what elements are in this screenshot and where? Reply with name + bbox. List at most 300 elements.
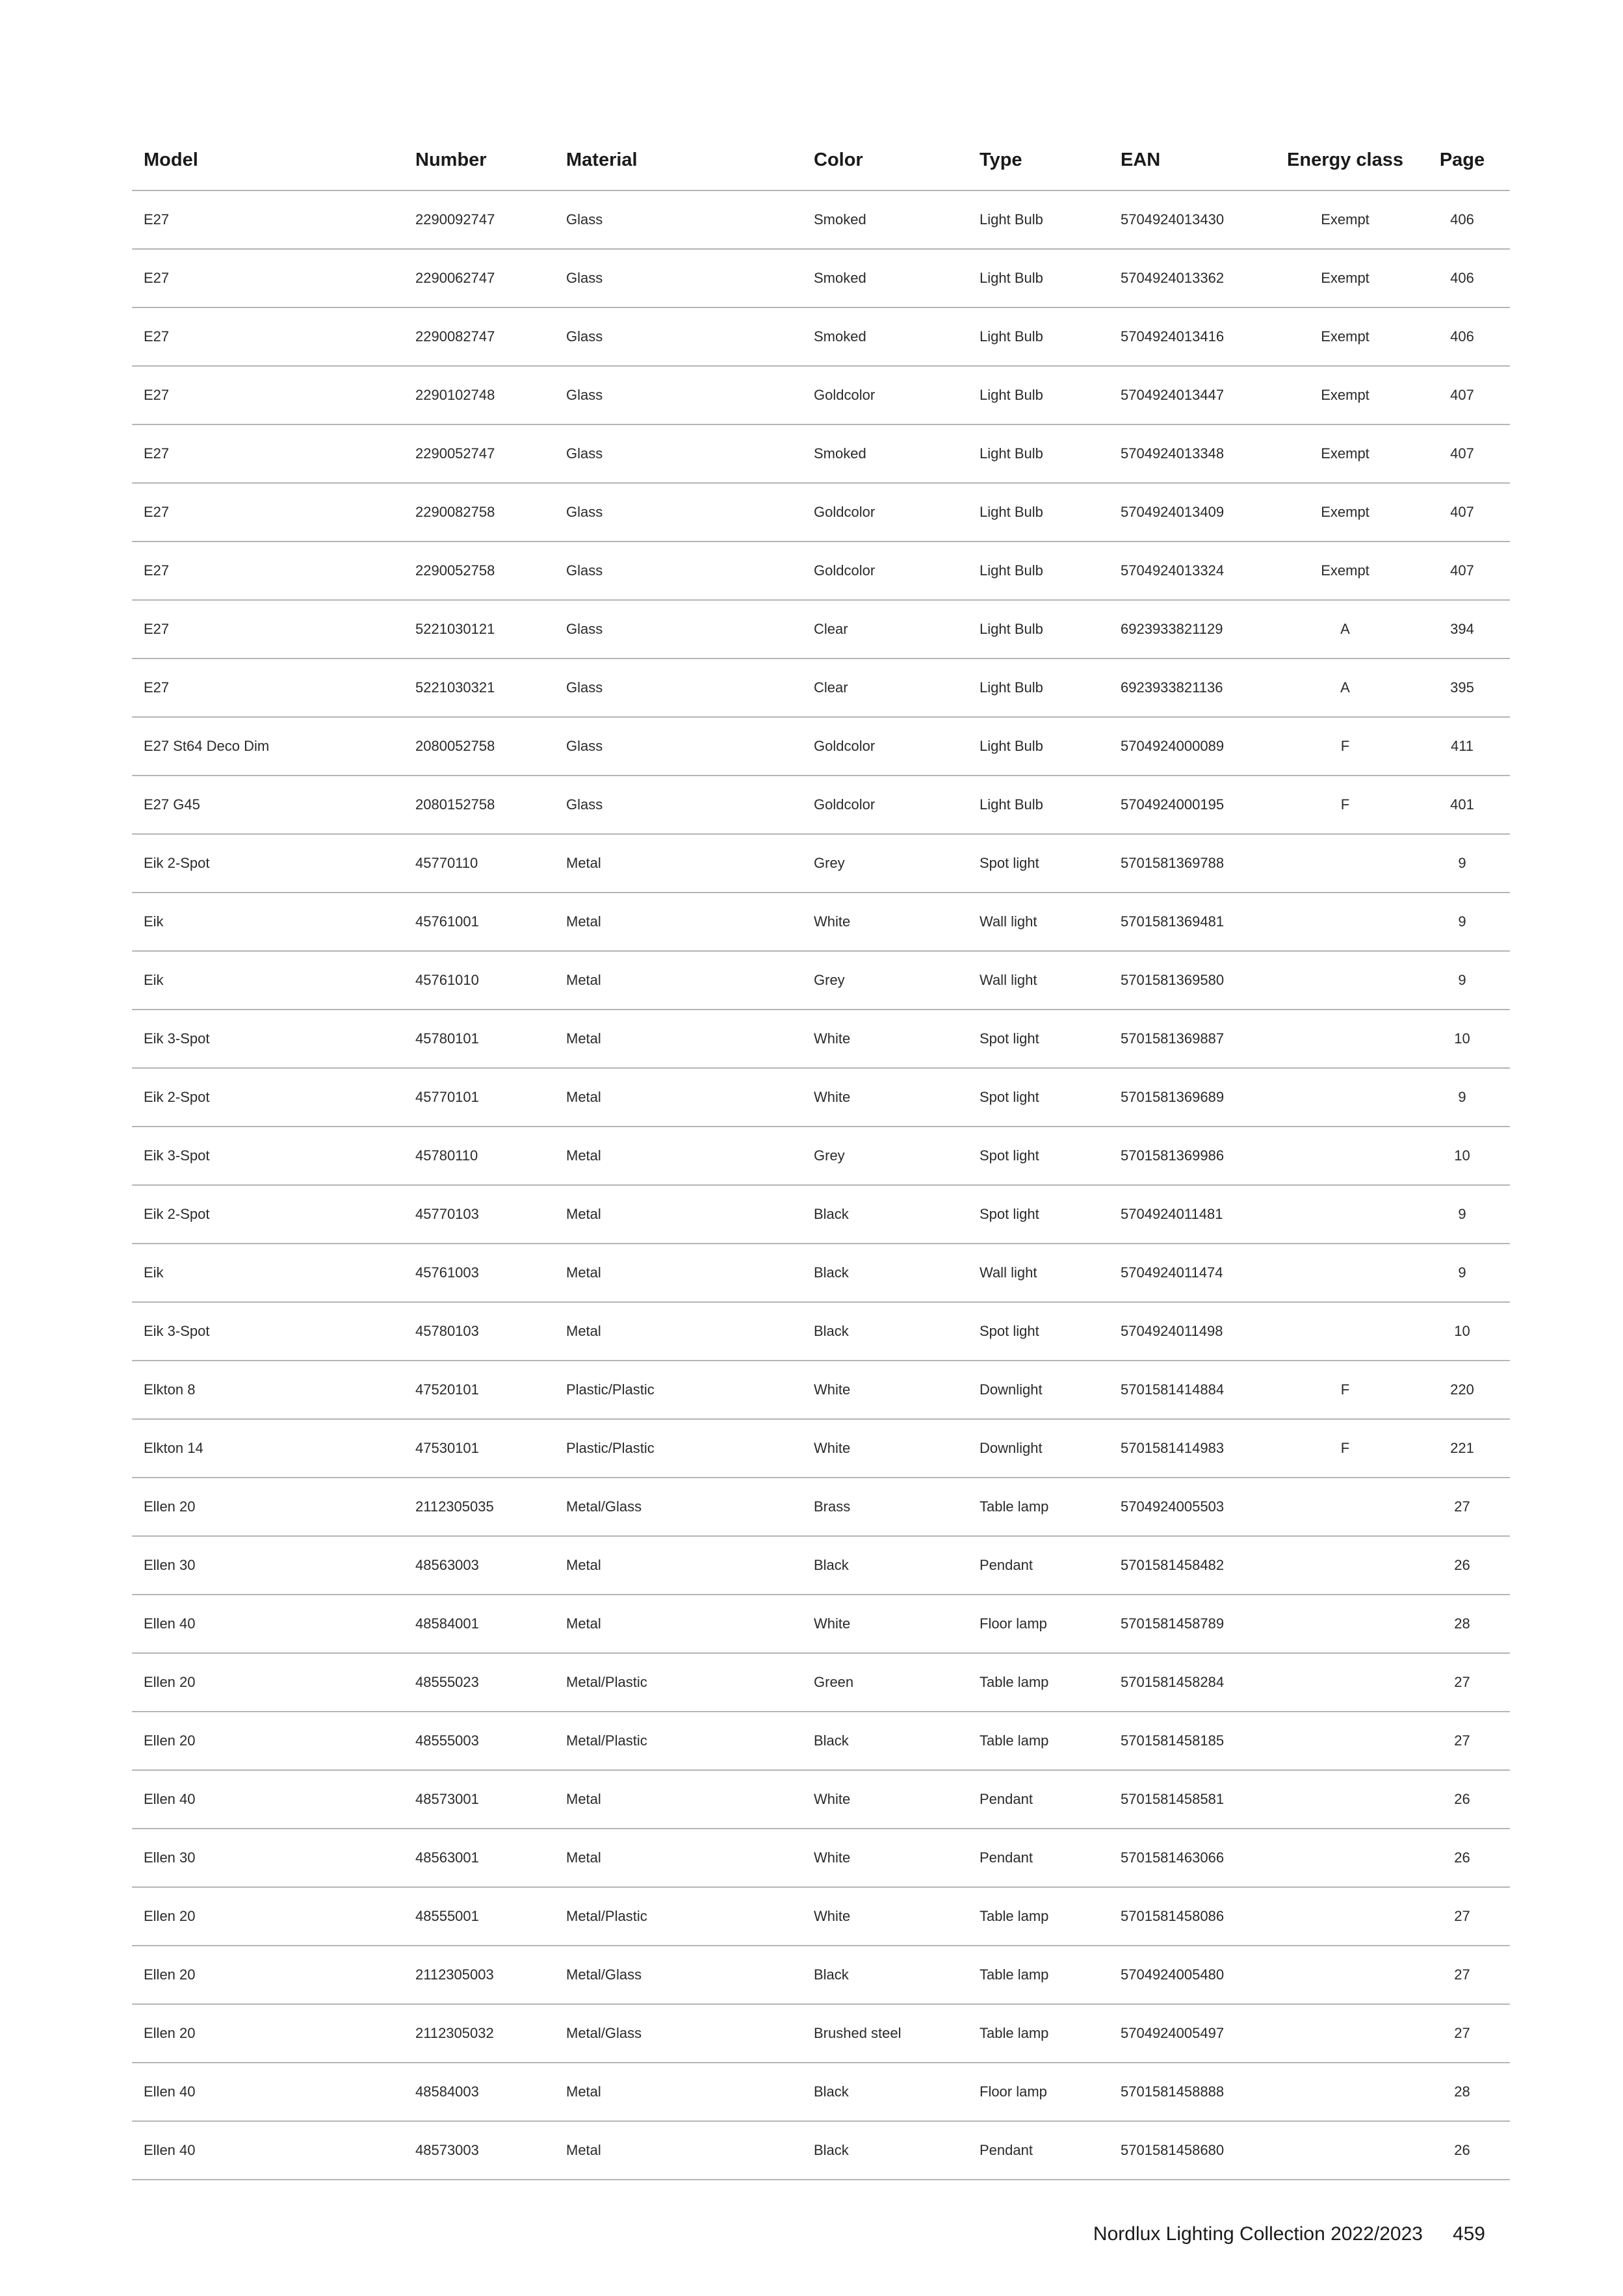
cell-number: 45780110 [404, 1127, 554, 1185]
cell-energy [1276, 1946, 1414, 2004]
cell-number: 2290082758 [404, 483, 554, 541]
cell-color: Goldcolor [802, 483, 968, 541]
cell-type: Spot light [968, 1068, 1109, 1127]
cell-page: 10 [1414, 1010, 1510, 1068]
cell-color: Brass [802, 1478, 968, 1536]
cell-number: 45780101 [404, 1010, 554, 1068]
cell-page: 28 [1414, 1595, 1510, 1653]
cell-number: 45780103 [404, 1302, 554, 1361]
cell-model: Ellen 20 [132, 1478, 404, 1536]
cell-energy: Exempt [1276, 190, 1414, 249]
table-row [132, 893, 1510, 951]
cell-energy: F [1276, 776, 1414, 834]
table-row [132, 2063, 1510, 2121]
cell-energy: Exempt [1276, 307, 1414, 366]
table-row [132, 1185, 1510, 1244]
cell-model: E27 [132, 307, 404, 366]
cell-ean: 5704924011498 [1109, 1302, 1276, 1361]
cell-page: 221 [1414, 1419, 1510, 1478]
table-row [132, 1653, 1510, 1712]
cell-energy: F [1276, 1361, 1414, 1419]
cell-page: 10 [1414, 1127, 1510, 1185]
cell-model: Ellen 40 [132, 1595, 404, 1653]
cell-page: 27 [1414, 2004, 1510, 2063]
table-row [132, 1829, 1510, 1887]
cell-energy: Exempt [1276, 249, 1414, 307]
cell-material: Metal [554, 2121, 802, 2180]
cell-page: 406 [1414, 307, 1510, 366]
cell-ean: 5701581458581 [1109, 1770, 1276, 1829]
cell-energy [1276, 1127, 1414, 1185]
cell-ean: 5704924013348 [1109, 424, 1276, 483]
cell-number: 45761003 [404, 1244, 554, 1302]
cell-number: 48555023 [404, 1653, 554, 1712]
header-number: Number [404, 130, 554, 190]
table-row [132, 717, 1510, 776]
table-row [132, 1010, 1510, 1068]
cell-number: 48555003 [404, 1712, 554, 1770]
table-row [132, 834, 1510, 893]
cell-energy [1276, 1595, 1414, 1653]
table-body [132, 190, 1510, 2180]
cell-type: Table lamp [968, 1946, 1109, 2004]
table-row [132, 2004, 1510, 2063]
cell-model: Eik 3-Spot [132, 1127, 404, 1185]
cell-page: 401 [1414, 776, 1510, 834]
cell-number: 48573003 [404, 2121, 554, 2180]
cell-number: 45761001 [404, 893, 554, 951]
cell-material: Glass [554, 424, 802, 483]
cell-energy: Exempt [1276, 424, 1414, 483]
cell-color: Black [802, 1244, 968, 1302]
cell-model: Eik 2-Spot [132, 1068, 404, 1127]
cell-material: Metal/Plastic [554, 1887, 802, 1946]
cell-color: White [802, 1361, 968, 1419]
cell-model: Ellen 30 [132, 1829, 404, 1887]
cell-ean: 5704924013416 [1109, 307, 1276, 366]
table-row [132, 1712, 1510, 1770]
header-page: Page [1414, 130, 1510, 190]
cell-color: Goldcolor [802, 541, 968, 600]
header-type: Type [968, 130, 1109, 190]
cell-color: Goldcolor [802, 717, 968, 776]
table-row [132, 1419, 1510, 1478]
cell-number: 5221030121 [404, 600, 554, 659]
cell-type: Light Bulb [968, 307, 1109, 366]
cell-energy: F [1276, 1419, 1414, 1478]
cell-model: Ellen 40 [132, 2121, 404, 2180]
cell-number: 2290062747 [404, 249, 554, 307]
table-row [132, 1361, 1510, 1419]
cell-model: Eik 2-Spot [132, 1185, 404, 1244]
cell-number: 2112305032 [404, 2004, 554, 2063]
cell-model: Elkton 8 [132, 1361, 404, 1419]
cell-type: Downlight [968, 1419, 1109, 1478]
table-row [132, 1244, 1510, 1302]
table-row [132, 483, 1510, 541]
cell-number: 47530101 [404, 1419, 554, 1478]
cell-material: Glass [554, 541, 802, 600]
table-row [132, 1770, 1510, 1829]
cell-type: Wall light [968, 1244, 1109, 1302]
cell-color: Black [802, 2063, 968, 2121]
cell-energy [1276, 2004, 1414, 2063]
cell-ean: 5701581458284 [1109, 1653, 1276, 1712]
cell-ean: 5704924005503 [1109, 1478, 1276, 1536]
cell-number: 45770103 [404, 1185, 554, 1244]
cell-energy: F [1276, 717, 1414, 776]
cell-number: 45761010 [404, 951, 554, 1010]
table-row [132, 1068, 1510, 1127]
cell-material: Metal [554, 2063, 802, 2121]
cell-page: 27 [1414, 1653, 1510, 1712]
cell-page: 407 [1414, 541, 1510, 600]
cell-color: Grey [802, 1127, 968, 1185]
cell-material: Metal/Glass [554, 2004, 802, 2063]
cell-model: E27 [132, 190, 404, 249]
cell-page: 27 [1414, 1478, 1510, 1536]
cell-color: Goldcolor [802, 366, 968, 424]
cell-page: 406 [1414, 249, 1510, 307]
cell-material: Metal [554, 1536, 802, 1595]
cell-page: 26 [1414, 1770, 1510, 1829]
cell-page: 406 [1414, 190, 1510, 249]
cell-energy: Exempt [1276, 366, 1414, 424]
cell-page: 411 [1414, 717, 1510, 776]
cell-model: E27 St64 Deco Dim [132, 717, 404, 776]
cell-model: Eik [132, 951, 404, 1010]
cell-energy [1276, 893, 1414, 951]
header-model: Model [132, 130, 404, 190]
cell-model: E27 [132, 366, 404, 424]
cell-color: White [802, 1829, 968, 1887]
table-row [132, 2121, 1510, 2180]
cell-type: Table lamp [968, 2004, 1109, 2063]
cell-energy [1276, 1244, 1414, 1302]
cell-material: Glass [554, 366, 802, 424]
table-row [132, 1127, 1510, 1185]
cell-ean: 5704924013430 [1109, 190, 1276, 249]
cell-number: 2112305035 [404, 1478, 554, 1536]
cell-type: Spot light [968, 1185, 1109, 1244]
cell-page: 9 [1414, 834, 1510, 893]
cell-type: Wall light [968, 893, 1109, 951]
cell-material: Metal/Plastic [554, 1712, 802, 1770]
cell-color: Goldcolor [802, 776, 968, 834]
table-row [132, 307, 1510, 366]
cell-material: Metal/Glass [554, 1946, 802, 2004]
cell-ean: 5701581369481 [1109, 893, 1276, 951]
cell-type: Light Bulb [968, 190, 1109, 249]
cell-material: Metal [554, 1770, 802, 1829]
cell-material: Metal [554, 893, 802, 951]
cell-color: White [802, 893, 968, 951]
cell-energy: A [1276, 600, 1414, 659]
table-row [132, 600, 1510, 659]
header-energy-class: Energy class [1276, 130, 1414, 190]
cell-material: Metal [554, 1302, 802, 1361]
cell-color: Brushed steel [802, 2004, 968, 2063]
cell-type: Light Bulb [968, 776, 1109, 834]
cell-material: Glass [554, 600, 802, 659]
cell-type: Light Bulb [968, 717, 1109, 776]
cell-energy [1276, 2063, 1414, 2121]
cell-color: Smoked [802, 190, 968, 249]
table-row [132, 1536, 1510, 1595]
cell-energy [1276, 1068, 1414, 1127]
cell-material: Metal/Glass [554, 1478, 802, 1536]
cell-type: Spot light [968, 1127, 1109, 1185]
cell-material: Metal [554, 1010, 802, 1068]
table-row [132, 1946, 1510, 2004]
footer-title: Nordlux Lighting Collection 2022/2023 [1093, 2223, 1423, 2245]
cell-type: Table lamp [968, 1712, 1109, 1770]
cell-number: 48584003 [404, 2063, 554, 2121]
cell-color: Grey [802, 834, 968, 893]
cell-material: Glass [554, 717, 802, 776]
cell-type: Pendant [968, 1770, 1109, 1829]
cell-material: Glass [554, 307, 802, 366]
cell-type: Table lamp [968, 1887, 1109, 1946]
cell-type: Spot light [968, 1302, 1109, 1361]
cell-ean: 5704924011474 [1109, 1244, 1276, 1302]
cell-page: 407 [1414, 424, 1510, 483]
cell-color: White [802, 1595, 968, 1653]
cell-number: 45770101 [404, 1068, 554, 1127]
cell-energy [1276, 951, 1414, 1010]
cell-ean: 5701581369788 [1109, 834, 1276, 893]
cell-color: Black [802, 2121, 968, 2180]
table-row [132, 951, 1510, 1010]
cell-type: Floor lamp [968, 1595, 1109, 1653]
cell-color: Clear [802, 659, 968, 717]
cell-type: Light Bulb [968, 366, 1109, 424]
cell-model: E27 [132, 600, 404, 659]
cell-model: Ellen 20 [132, 1653, 404, 1712]
cell-energy [1276, 1770, 1414, 1829]
cell-type: Pendant [968, 1829, 1109, 1887]
cell-page: 394 [1414, 600, 1510, 659]
cell-type: Pendant [968, 2121, 1109, 2180]
cell-energy [1276, 1829, 1414, 1887]
cell-page: 26 [1414, 1536, 1510, 1595]
cell-type: Table lamp [968, 1478, 1109, 1536]
cell-color: Smoked [802, 249, 968, 307]
cell-material: Metal [554, 834, 802, 893]
table-row [132, 366, 1510, 424]
cell-ean: 5704924013409 [1109, 483, 1276, 541]
cell-type: Light Bulb [968, 600, 1109, 659]
cell-ean: 5701581458789 [1109, 1595, 1276, 1653]
cell-ean: 5704924000195 [1109, 776, 1276, 834]
cell-page: 27 [1414, 1712, 1510, 1770]
cell-color: Smoked [802, 424, 968, 483]
header-color: Color [802, 130, 968, 190]
cell-model: Ellen 20 [132, 2004, 404, 2063]
cell-model: Eik [132, 893, 404, 951]
cell-number: 45770110 [404, 834, 554, 893]
cell-material: Glass [554, 776, 802, 834]
cell-model: E27 [132, 541, 404, 600]
cell-type: Spot light [968, 1010, 1109, 1068]
cell-ean: 5704924013362 [1109, 249, 1276, 307]
cell-ean: 5701581458680 [1109, 2121, 1276, 2180]
cell-ean: 5704924005497 [1109, 2004, 1276, 2063]
cell-type: Light Bulb [968, 249, 1109, 307]
cell-type: Table lamp [968, 1653, 1109, 1712]
cell-color: Black [802, 1712, 968, 1770]
cell-model: E27 [132, 659, 404, 717]
cell-color: Smoked [802, 307, 968, 366]
table-header-row [132, 130, 1510, 190]
cell-model: Eik [132, 1244, 404, 1302]
cell-energy: Exempt [1276, 483, 1414, 541]
cell-page: 27 [1414, 1887, 1510, 1946]
table-row [132, 1478, 1510, 1536]
cell-model: Eik 2-Spot [132, 834, 404, 893]
cell-page: 27 [1414, 1946, 1510, 2004]
cell-color: Green [802, 1653, 968, 1712]
cell-energy [1276, 1185, 1414, 1244]
cell-number: 2290052747 [404, 424, 554, 483]
cell-page: 395 [1414, 659, 1510, 717]
cell-energy [1276, 1302, 1414, 1361]
cell-material: Glass [554, 190, 802, 249]
cell-material: Metal [554, 1595, 802, 1653]
cell-material: Metal [554, 1068, 802, 1127]
cell-type: Pendant [968, 1536, 1109, 1595]
cell-energy [1276, 834, 1414, 893]
cell-energy [1276, 1712, 1414, 1770]
cell-type: Spot light [968, 834, 1109, 893]
cell-ean: 5701581369986 [1109, 1127, 1276, 1185]
cell-energy [1276, 1653, 1414, 1712]
cell-page: 9 [1414, 1185, 1510, 1244]
cell-ean: 5701581414983 [1109, 1419, 1276, 1478]
cell-page: 26 [1414, 1829, 1510, 1887]
cell-number: 2080152758 [404, 776, 554, 834]
cell-type: Light Bulb [968, 659, 1109, 717]
cell-ean: 5701581458482 [1109, 1536, 1276, 1595]
cell-color: White [802, 1887, 968, 1946]
cell-number: 2290082747 [404, 307, 554, 366]
cell-energy [1276, 1887, 1414, 1946]
cell-ean: 5701581369887 [1109, 1010, 1276, 1068]
cell-ean: 5704924011481 [1109, 1185, 1276, 1244]
cell-page: 26 [1414, 2121, 1510, 2180]
cell-number: 48584001 [404, 1595, 554, 1653]
cell-page: 28 [1414, 2063, 1510, 2121]
cell-number: 2290092747 [404, 190, 554, 249]
cell-ean: 5704924000089 [1109, 717, 1276, 776]
cell-number: 5221030321 [404, 659, 554, 717]
cell-number: 2112305003 [404, 1946, 554, 2004]
cell-page: 9 [1414, 951, 1510, 1010]
table-row [132, 1887, 1510, 1946]
cell-material: Glass [554, 249, 802, 307]
table-row [132, 1595, 1510, 1653]
cell-ean: 5701581458086 [1109, 1887, 1276, 1946]
cell-energy [1276, 1478, 1414, 1536]
cell-material: Metal/Plastic [554, 1653, 802, 1712]
table-row [132, 190, 1510, 249]
cell-number: 48555001 [404, 1887, 554, 1946]
cell-color: Black [802, 1302, 968, 1361]
cell-color: White [802, 1770, 968, 1829]
cell-ean: 5701581458888 [1109, 2063, 1276, 2121]
cell-energy: Exempt [1276, 541, 1414, 600]
cell-model: Ellen 30 [132, 1536, 404, 1595]
cell-color: White [802, 1068, 968, 1127]
header-ean: EAN [1109, 130, 1276, 190]
cell-number: 48563003 [404, 1536, 554, 1595]
cell-model: Ellen 20 [132, 1712, 404, 1770]
cell-color: Grey [802, 951, 968, 1010]
cell-ean: 5701581463066 [1109, 1829, 1276, 1887]
cell-color: Black [802, 1946, 968, 2004]
cell-material: Metal [554, 1244, 802, 1302]
cell-model: Elkton 14 [132, 1419, 404, 1478]
table-row [132, 659, 1510, 717]
product-table [132, 130, 1510, 2180]
cell-type: Wall light [968, 951, 1109, 1010]
cell-model: Ellen 40 [132, 2063, 404, 2121]
cell-material: Metal [554, 1829, 802, 1887]
page-footer [1093, 2223, 1485, 2245]
cell-page: 9 [1414, 1244, 1510, 1302]
cell-ean: 5701581414884 [1109, 1361, 1276, 1419]
cell-energy [1276, 1010, 1414, 1068]
cell-type: Floor lamp [968, 2063, 1109, 2121]
cell-ean: 5701581458185 [1109, 1712, 1276, 1770]
cell-model: E27 [132, 424, 404, 483]
cell-model: E27 G45 [132, 776, 404, 834]
cell-model: Eik 3-Spot [132, 1010, 404, 1068]
cell-type: Light Bulb [968, 541, 1109, 600]
cell-material: Plastic/Plastic [554, 1419, 802, 1478]
cell-type: Light Bulb [968, 424, 1109, 483]
cell-color: White [802, 1010, 968, 1068]
cell-number: 47520101 [404, 1361, 554, 1419]
cell-color: Black [802, 1536, 968, 1595]
table-row [132, 1302, 1510, 1361]
cell-color: Black [802, 1185, 968, 1244]
cell-ean: 6923933821136 [1109, 659, 1276, 717]
cell-material: Metal [554, 1127, 802, 1185]
cell-model: Ellen 40 [132, 1770, 404, 1829]
cell-material: Glass [554, 659, 802, 717]
cell-number: 48573001 [404, 1770, 554, 1829]
cell-number: 2290102748 [404, 366, 554, 424]
cell-model: Ellen 20 [132, 1946, 404, 2004]
cell-model: E27 [132, 249, 404, 307]
footer-page-number: 459 [1452, 2223, 1485, 2245]
cell-ean: 5701581369580 [1109, 951, 1276, 1010]
cell-energy: A [1276, 659, 1414, 717]
table-row [132, 776, 1510, 834]
cell-material: Metal [554, 951, 802, 1010]
cell-page: 220 [1414, 1361, 1510, 1419]
cell-page: 10 [1414, 1302, 1510, 1361]
cell-page: 407 [1414, 483, 1510, 541]
cell-page: 9 [1414, 893, 1510, 951]
cell-ean: 5704924005480 [1109, 1946, 1276, 2004]
header-material: Material [554, 130, 802, 190]
cell-color: White [802, 1419, 968, 1478]
cell-type: Light Bulb [968, 483, 1109, 541]
cell-number: 48563001 [404, 1829, 554, 1887]
cell-number: 2080052758 [404, 717, 554, 776]
